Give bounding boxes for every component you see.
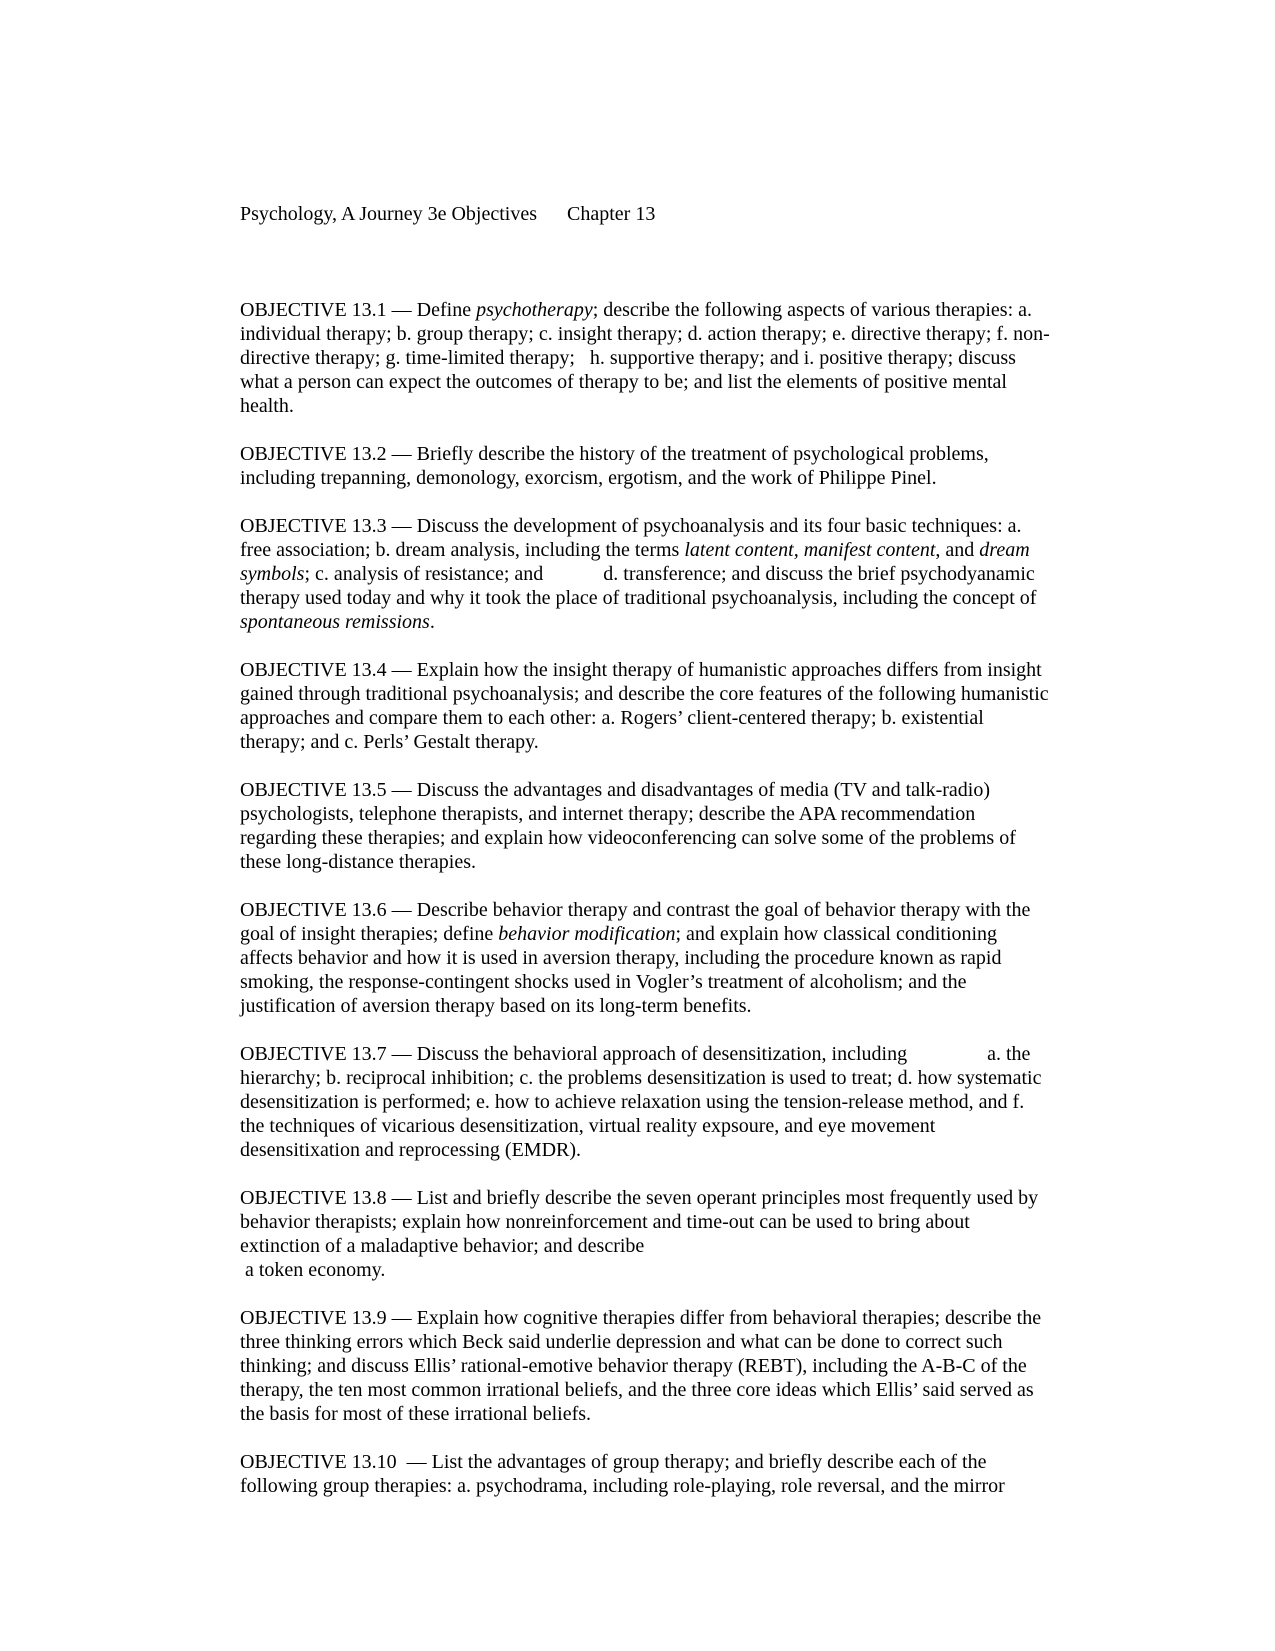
text-run: . xyxy=(429,611,435,633)
text-run: individual therapy; b. group therapy; c. insight therapy; d. action therapy; e. directive therapy; f. non- xyxy=(240,323,1050,345)
text-run: OBJECTIVE 13.2 — Briefly describe the history of the treatment of psychological problems, xyxy=(240,443,989,465)
text-run: OBJECTIVE 13.5 — Discuss the advantages and disadvantages of media (TV and talk-radio) xyxy=(240,779,990,801)
objective-paragraph xyxy=(240,1450,1080,1498)
text-run: , and xyxy=(935,539,980,561)
objective-line xyxy=(240,1330,1080,1354)
objective-line xyxy=(240,1378,1080,1402)
objective-line xyxy=(240,370,1080,394)
objective-line xyxy=(240,514,1080,538)
objective-line xyxy=(240,994,1080,1018)
text-run: hierarchy; b. reciprocal inhibition; c. the problems desensitization is used to treat; d. how systematic xyxy=(240,1067,1042,1089)
text-run: approaches and compare them to each other: a. Rogers’ client-centered therapy; b. existential xyxy=(240,707,984,729)
objective-line xyxy=(240,658,1080,682)
text-run: extinction of a maladaptive behavior; and describe xyxy=(240,1235,645,1257)
objective-line xyxy=(240,1258,1080,1282)
objective-line xyxy=(240,1402,1080,1426)
italic-term: psychotherapy xyxy=(476,299,593,321)
objective-line xyxy=(240,802,1080,826)
text-run: what a person can expect the outcomes of therapy to be; and list the elements of positive mental xyxy=(240,371,1007,393)
objective-line xyxy=(240,394,1080,418)
objective-paragraph xyxy=(240,898,1080,1018)
text-run: desensitixation and reprocessing (EMDR). xyxy=(240,1139,582,1161)
objective-line xyxy=(240,970,1080,994)
objective-line xyxy=(240,1234,1080,1258)
objective-paragraph xyxy=(240,442,1080,490)
objective-paragraph xyxy=(240,1042,1080,1162)
objective-line xyxy=(240,1210,1080,1234)
text-run: desensitization is performed; e. how to achieve relaxation using the tension-release method, and f. xyxy=(240,1091,1025,1113)
objective-line xyxy=(240,946,1080,970)
objective-paragraph xyxy=(240,658,1080,754)
text-run: thinking; and discuss Ellis’ rational-emotive behavior therapy (REBT), including the A-B-C of the xyxy=(240,1355,1027,1377)
objective-line xyxy=(240,1066,1080,1090)
text-run: gained through traditional psychoanalysis; and describe the core features of the following humanistic xyxy=(240,683,1049,705)
text-run: therapy, the ten most common irrational beliefs, and the three core ideas which Ellis’ said served as xyxy=(240,1379,1034,1401)
text-run: behavior therapists; explain how nonreinforcement and time-out can be used to bring about xyxy=(240,1211,970,1233)
objective-line xyxy=(240,1138,1080,1162)
text-run: regarding these therapies; and explain how videoconferencing can solve some of the problems of xyxy=(240,827,1016,849)
objective-line xyxy=(240,706,1080,730)
objective-line xyxy=(240,610,1080,634)
objective-line xyxy=(240,826,1080,850)
objective-line xyxy=(240,538,1080,562)
objective-line xyxy=(240,562,1080,586)
objective-paragraph xyxy=(240,1306,1080,1426)
text-run: OBJECTIVE 13.7 — Discuss the behavioral approach of desensitization, including a. the xyxy=(240,1043,1031,1065)
text-run: goal of insight therapies; define xyxy=(240,923,499,945)
text-run: ; describe the following aspects of various therapies: a. xyxy=(592,299,1033,321)
text-run: these long-distance therapies. xyxy=(240,851,477,873)
text-run: including trepanning, demonology, exorcism, ergotism, and the work of Philippe Pinel. xyxy=(240,467,937,489)
objective-line xyxy=(240,466,1080,490)
objective-line xyxy=(240,298,1080,322)
text-run: the techniques of vicarious desensitization, virtual reality expsoure, and eye movement xyxy=(240,1115,936,1137)
objective-line xyxy=(240,586,1080,610)
objective-line xyxy=(240,1186,1080,1210)
objective-line xyxy=(240,1354,1080,1378)
objective-line xyxy=(240,1450,1080,1474)
text-run: OBJECTIVE 13.10 — List the advantages of group therapy; and briefly describe each of the xyxy=(240,1451,987,1473)
objective-paragraph xyxy=(240,298,1080,418)
text-run: OBJECTIVE 13.4 — Explain how the insight therapy of humanistic approaches differs from insight xyxy=(240,659,1042,681)
objective-line xyxy=(240,322,1080,346)
chapter-label: Chapter 13 xyxy=(567,203,656,225)
objective-line xyxy=(240,1114,1080,1138)
italic-term: latent content, manifest content xyxy=(684,539,936,561)
objectives-list xyxy=(240,298,1080,1522)
text-run: the basis for most of these irrational beliefs. xyxy=(240,1403,592,1425)
objective-line xyxy=(240,346,1080,370)
italic-term: behavior modification xyxy=(498,923,676,945)
objective-line xyxy=(240,1306,1080,1330)
objective-line xyxy=(240,850,1080,874)
text-run: smoking, the response-contingent shocks used in Vogler’s treatment of alcoholism; and the xyxy=(240,971,967,993)
objective-line xyxy=(240,442,1080,466)
objective-paragraph xyxy=(240,1186,1080,1282)
text-run: justification of aversion therapy based on its long-term benefits. xyxy=(240,995,752,1017)
italic-term: symbols xyxy=(240,563,305,585)
objective-line xyxy=(240,730,1080,754)
document-title: Psychology, A Journey 3e Objectives xyxy=(240,203,538,225)
objective-paragraph xyxy=(240,778,1080,874)
text-run: therapy; and c. Perls’ Gestalt therapy. xyxy=(240,731,539,753)
page-header xyxy=(240,202,655,226)
text-run: therapy used today and why it took the place of traditional psychoanalysis, including the concept of xyxy=(240,587,1037,609)
text-run: OBJECTIVE 13.3 — Discuss the development of psychoanalysis and its four basic techniques: a. xyxy=(240,515,1022,537)
objective-paragraph xyxy=(240,514,1080,634)
text-run: free association; b. dream analysis, including the terms xyxy=(240,539,685,561)
objective-line xyxy=(240,1090,1080,1114)
text-run: directive therapy; g. time-limited therapy; h. supportive therapy; and i. positive therapy; discuss xyxy=(240,347,1016,369)
italic-term: dream xyxy=(979,539,1030,561)
objective-line xyxy=(240,1042,1080,1066)
text-run: affects behavior and how it is used in aversion therapy, including the procedure known as rapid xyxy=(240,947,1002,969)
text-run: three thinking errors which Beck said underlie depression and what can be done to correct such xyxy=(240,1331,1003,1353)
text-run: OBJECTIVE 13.8 — List and briefly describe the seven operant principles most frequently used by xyxy=(240,1187,1039,1209)
text-run: ; c. analysis of resistance; and d. transference; and discuss the brief psychodyanamic xyxy=(304,563,1035,585)
text-run: OBJECTIVE 13.6 — Describe behavior therapy and contrast the goal of behavior therapy with the xyxy=(240,899,1031,921)
objective-line xyxy=(240,778,1080,802)
objective-line xyxy=(240,922,1080,946)
text-run: a token economy. xyxy=(240,1259,386,1281)
text-run: OBJECTIVE 13.9 — Explain how cognitive therapies differ from behavioral therapies; describe the xyxy=(240,1307,1042,1329)
text-run: following group therapies: a. psychodrama, including role-playing, role reversal, and the mirror xyxy=(240,1475,1005,1497)
text-run: ; and explain how classical conditioning xyxy=(675,923,998,945)
objective-line xyxy=(240,1474,1080,1498)
objective-line xyxy=(240,898,1080,922)
italic-term: spontaneous remissions xyxy=(240,611,430,633)
objective-line xyxy=(240,682,1080,706)
text-run: health. xyxy=(240,395,294,417)
text-run: OBJECTIVE 13.1 — Define xyxy=(240,299,477,321)
text-run: psychologists, telephone therapists, and internet therapy; describe the APA recommendation xyxy=(240,803,976,825)
